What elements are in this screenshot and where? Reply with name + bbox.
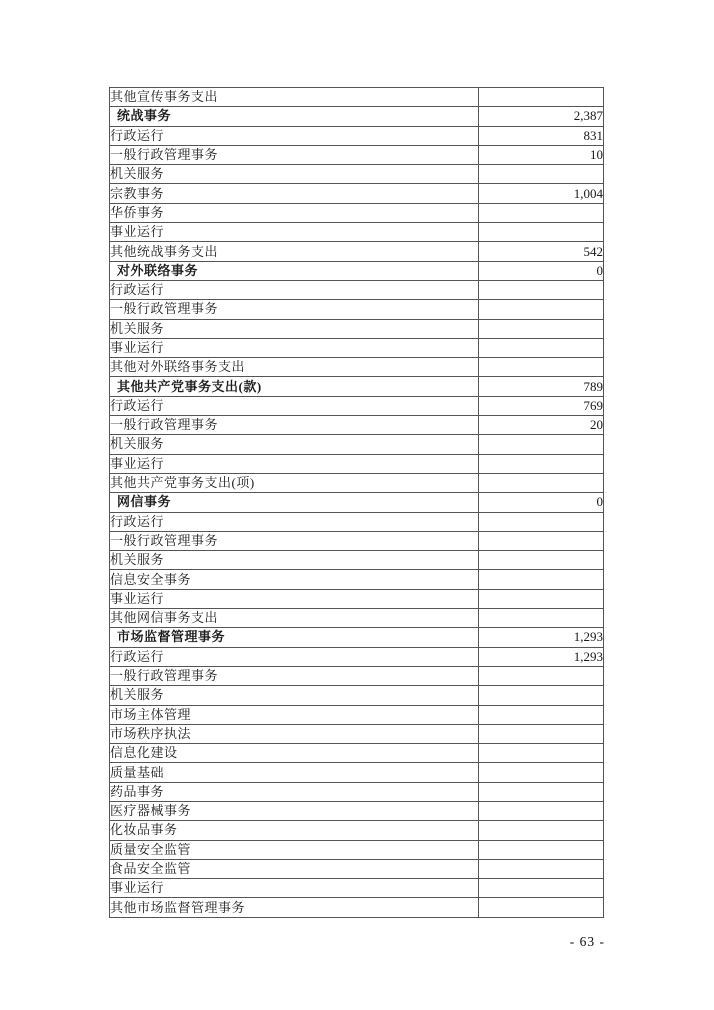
- row-value: [479, 319, 604, 338]
- table-row: [110, 570, 604, 589]
- row-value: [479, 551, 604, 570]
- row-label: 市场主体管理: [110, 705, 479, 724]
- table-row: [110, 145, 604, 164]
- row-label: 行政运行: [110, 126, 479, 145]
- row-label: 药品事务: [110, 782, 479, 801]
- table-row: [110, 300, 604, 319]
- row-label: 机关服务: [110, 686, 479, 705]
- table-row: [110, 801, 604, 820]
- table-row: [110, 821, 604, 840]
- table-row: [110, 435, 604, 454]
- row-value: [479, 512, 604, 531]
- table-row: [110, 705, 604, 724]
- table-row: [110, 165, 604, 184]
- table-row: [110, 203, 604, 222]
- table-row: [110, 898, 604, 917]
- row-label: 其他市场监督管理事务: [110, 898, 479, 917]
- row-value: [479, 609, 604, 628]
- table-row: [110, 242, 604, 261]
- table-row: [110, 763, 604, 782]
- row-value: [479, 840, 604, 859]
- row-value: [479, 898, 604, 917]
- table-row: [110, 628, 604, 647]
- table-row: [110, 551, 604, 570]
- row-label: 信息化建设: [110, 744, 479, 763]
- row-value: [479, 435, 604, 454]
- row-value: [479, 88, 604, 107]
- row-value: [479, 686, 604, 705]
- row-value: [479, 300, 604, 319]
- table-row: [110, 686, 604, 705]
- table-row: [110, 840, 604, 859]
- row-label: 其他网信事务支出: [110, 609, 479, 628]
- table-row: [110, 859, 604, 878]
- row-label: 一般行政管理事务: [110, 145, 479, 164]
- table-row: [110, 531, 604, 550]
- table-row: [110, 377, 604, 396]
- row-label: 事业运行: [110, 223, 479, 242]
- row-label: 质量安全监管: [110, 840, 479, 859]
- row-label: 机关服务: [110, 551, 479, 570]
- row-value: [479, 223, 604, 242]
- row-value: [479, 821, 604, 840]
- row-value: [479, 724, 604, 743]
- table-row: [110, 126, 604, 145]
- table-row: [110, 589, 604, 608]
- row-value: 0: [479, 261, 604, 280]
- row-value: [479, 531, 604, 550]
- row-label: 机关服务: [110, 165, 479, 184]
- row-value: 2,387: [479, 107, 604, 126]
- budget-table: [109, 87, 604, 918]
- table-row: [110, 319, 604, 338]
- row-label: 信息安全事务: [110, 570, 479, 589]
- table-row: [110, 107, 604, 126]
- row-label: 其他共产党事务支出(款): [110, 377, 479, 396]
- table-row: [110, 724, 604, 743]
- table-row: [110, 744, 604, 763]
- row-value: [479, 473, 604, 492]
- row-value: [479, 165, 604, 184]
- row-label: 一般行政管理事务: [110, 531, 479, 550]
- row-label: 宗教事务: [110, 184, 479, 203]
- row-value: [479, 570, 604, 589]
- row-value: 1,004: [479, 184, 604, 203]
- table-row: [110, 358, 604, 377]
- table-row: [110, 473, 604, 492]
- table-row: [110, 396, 604, 415]
- row-value: [479, 666, 604, 685]
- table-row: [110, 280, 604, 299]
- row-value: [479, 859, 604, 878]
- row-label: 机关服务: [110, 319, 479, 338]
- row-value: 769: [479, 396, 604, 415]
- row-label: 一般行政管理事务: [110, 300, 479, 319]
- table-row: [110, 223, 604, 242]
- row-label: 华侨事务: [110, 203, 479, 222]
- row-value: 20: [479, 416, 604, 435]
- row-label: 其他对外联络事务支出: [110, 358, 479, 377]
- row-value: [479, 763, 604, 782]
- budget-table-body: [110, 88, 604, 918]
- row-value: [479, 589, 604, 608]
- row-value: [479, 280, 604, 299]
- row-label: 行政运行: [110, 396, 479, 415]
- table-row: [110, 338, 604, 357]
- row-label: 质量基础: [110, 763, 479, 782]
- row-value: 1,293: [479, 647, 604, 666]
- table-row: [110, 454, 604, 473]
- row-value: 542: [479, 242, 604, 261]
- row-value: [479, 203, 604, 222]
- row-label: 其他共产党事务支出(项): [110, 473, 479, 492]
- row-label: 事业运行: [110, 879, 479, 898]
- page-number: - 63 -: [569, 934, 605, 949]
- table-row: [110, 647, 604, 666]
- row-value: 1,293: [479, 628, 604, 647]
- table-row: [110, 666, 604, 685]
- row-value: [479, 782, 604, 801]
- row-label: 行政运行: [110, 512, 479, 531]
- row-value: [479, 801, 604, 820]
- row-label: 对外联络事务: [110, 261, 479, 280]
- table-row: [110, 782, 604, 801]
- row-value: [479, 744, 604, 763]
- table-row: [110, 261, 604, 280]
- row-label: 其他宣传事务支出: [110, 88, 479, 107]
- table-row: [110, 493, 604, 512]
- table-row: [110, 184, 604, 203]
- row-label: 事业运行: [110, 589, 479, 608]
- row-label: 事业运行: [110, 454, 479, 473]
- row-label: 一般行政管理事务: [110, 416, 479, 435]
- row-label: 其他统战事务支出: [110, 242, 479, 261]
- row-value: [479, 705, 604, 724]
- row-label: 食品安全监管: [110, 859, 479, 878]
- row-value: 831: [479, 126, 604, 145]
- row-label: 医疗器械事务: [110, 801, 479, 820]
- row-label: 市场秩序执法: [110, 724, 479, 743]
- row-label: 网信事务: [110, 493, 479, 512]
- row-label: 一般行政管理事务: [110, 666, 479, 685]
- row-label: 统战事务: [110, 107, 479, 126]
- table-row: [110, 88, 604, 107]
- row-label: 市场监督管理事务: [110, 628, 479, 647]
- row-label: 机关服务: [110, 435, 479, 454]
- row-value: [479, 454, 604, 473]
- row-label: 化妆品事务: [110, 821, 479, 840]
- row-label: 行政运行: [110, 647, 479, 666]
- row-value: [479, 338, 604, 357]
- table-row: [110, 512, 604, 531]
- row-label: 行政运行: [110, 280, 479, 299]
- table-row: [110, 416, 604, 435]
- row-value: 789: [479, 377, 604, 396]
- table-row: [110, 609, 604, 628]
- row-value: 10: [479, 145, 604, 164]
- row-label: 事业运行: [110, 338, 479, 357]
- row-value: 0: [479, 493, 604, 512]
- table-row: [110, 879, 604, 898]
- row-value: [479, 358, 604, 377]
- row-value: [479, 879, 604, 898]
